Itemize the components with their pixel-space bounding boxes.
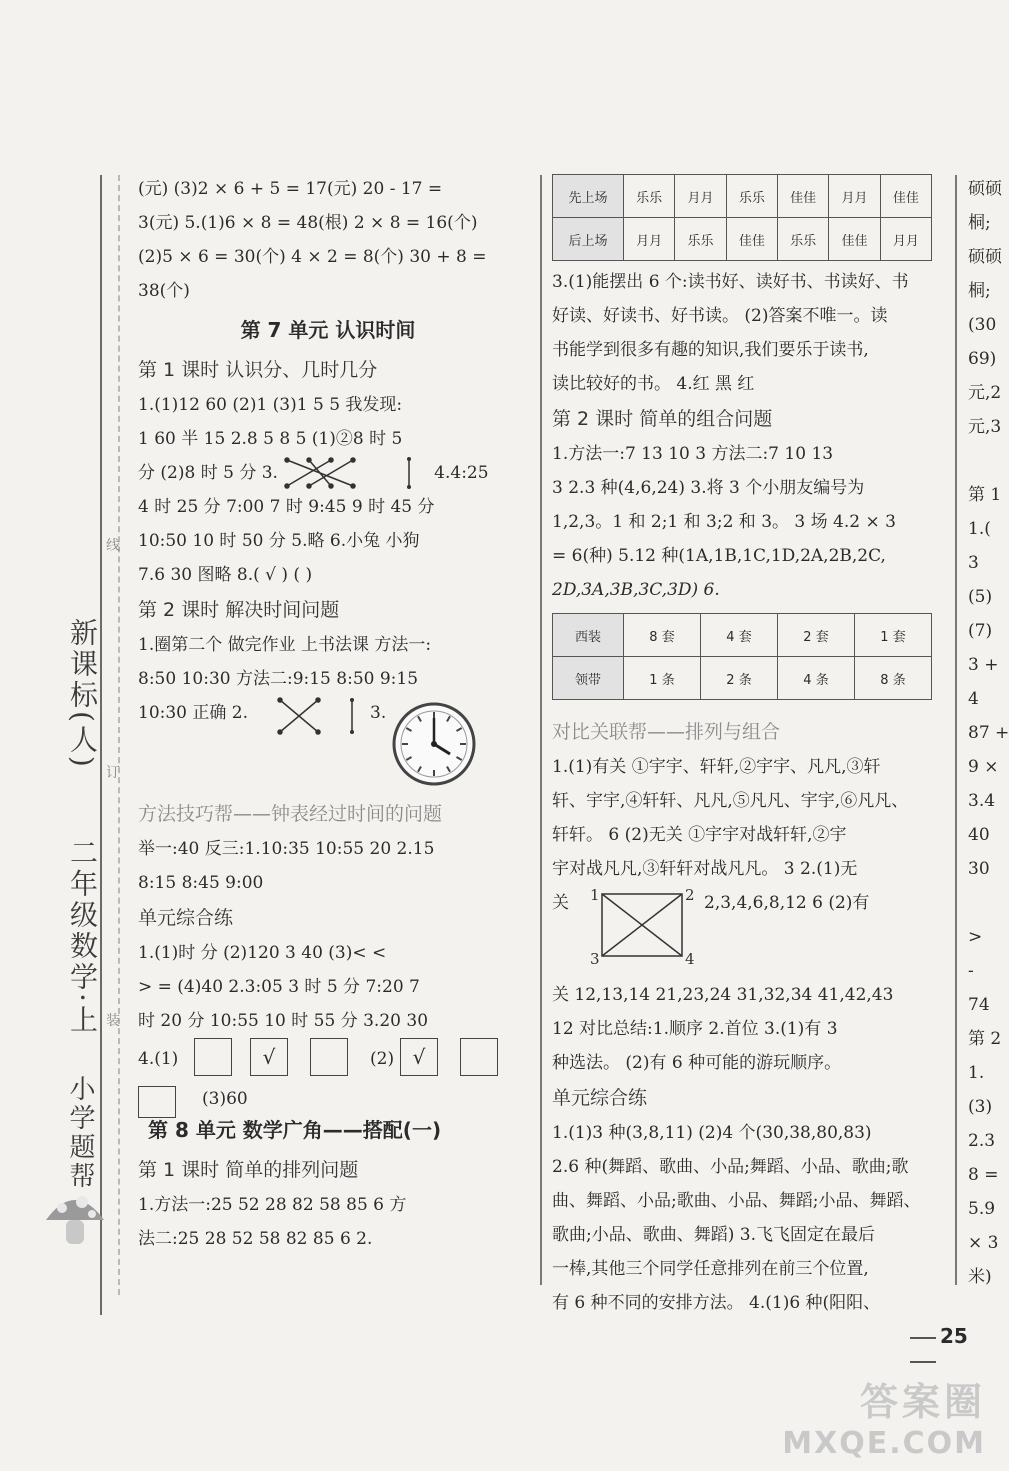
table-cell: 月月 (675, 175, 726, 218)
lesson-heading: 第 1 课时 认识分、几时几分 (138, 359, 378, 381)
cropped-answer-line: 1.( (968, 519, 991, 539)
mushroom-icon (40, 1180, 110, 1250)
table-cell: 西装 (553, 614, 624, 657)
clock-icon (390, 700, 478, 788)
cut-mark-1: 线 (106, 538, 120, 554)
cropped-answer-line: 元,3 (968, 417, 1002, 437)
unit-7-heading: 第 7 单元 认识时间 (240, 318, 416, 342)
vertex-label: 3 (590, 950, 600, 968)
checked-box: √ (400, 1038, 438, 1076)
answer-line: 书能学到很多有趣的知识,我们要乐于读书, (552, 340, 869, 360)
answer-column-3-cropped (968, 172, 1009, 1294)
answer-line: 曲、舞蹈、小品;歌曲、小品、舞蹈;小品、舞蹈、 (552, 1191, 921, 1211)
table-row (553, 218, 932, 261)
watermark-url: MXQE.COM (782, 1426, 986, 1461)
table-cell: 佳佳 (777, 175, 828, 218)
spine-book-title: 二年级数学·上 (66, 838, 99, 1036)
table-cell: 佳佳 (880, 175, 931, 218)
cropped-answer-line: 2.3 (968, 1131, 996, 1151)
table-cell: 乐乐 (624, 175, 675, 218)
column-divider-right (955, 175, 957, 1285)
answer-text: 4.(1) (138, 1049, 179, 1069)
table-cell: 乐乐 (726, 175, 777, 218)
table-cell: 先上场 (553, 175, 624, 218)
table-cell: 乐乐 (777, 218, 828, 261)
answer-line: 轩、宇宇,④轩轩、凡凡,⑤凡凡、宇宇,⑥凡凡、 (552, 791, 909, 811)
empty-box (310, 1038, 348, 1076)
answer-line: 10:50 10 时 50 分 5.略 6.小兔 小狗 (138, 531, 420, 551)
vertex-label: 2 (685, 886, 695, 904)
cut-mark-2: 订 (106, 765, 120, 781)
cropped-answer-line: (5) (968, 587, 993, 607)
answer-line: 1 60 半 15 2.8 5 8 5 (1)②8 时 5 (138, 429, 403, 449)
answer-column-1 (138, 172, 518, 1256)
table-cell: 4 条 (778, 657, 855, 700)
answer-line: 1.方法一:25 52 28 82 58 85 6 方 (138, 1195, 407, 1215)
table-row (553, 657, 932, 700)
cropped-answer-line: 69) (968, 349, 997, 369)
cropped-answer-line: (30 (968, 315, 997, 335)
answer-line: 关 12,13,14 21,23,24 31,32,34 41,42,43 (552, 985, 894, 1005)
answer-line: = 6(种) 5.12 种(1A,1B,1C,1D,2A,2B,2C, (552, 546, 886, 566)
cropped-answer-line: (7) (968, 621, 993, 641)
answer-line: 一棒,其他三个同学任意排列在前三个位置, (552, 1259, 869, 1279)
suit-tie-table (552, 613, 932, 700)
cropped-answer-line: > (968, 927, 983, 947)
checked-box: √ (250, 1038, 288, 1076)
spine-brand: 小学题帮 (65, 1075, 95, 1191)
cropped-answer-line: 1. (968, 1063, 985, 1083)
matching-lines-diagram (283, 456, 383, 490)
cropped-answer-line: 40 (968, 825, 990, 845)
lesson-heading: 第 2 课时 简单的组合问题 (552, 408, 773, 430)
table-cell: 4 套 (701, 614, 778, 657)
cropped-answer-line: (3) (968, 1097, 993, 1117)
answer-line: 1.(1)12 60 (2)1 (3)1 5 5 我发现: (138, 395, 403, 415)
table-cell: 1 条 (624, 657, 701, 700)
cropped-answer-line (968, 886, 1000, 920)
answer-line: 歌曲;小品、歌曲、舞蹈) 3.飞飞固定在最后 (552, 1225, 875, 1245)
answer-text: 10:30 正确 2. (138, 703, 249, 723)
single-line-diagram (389, 456, 429, 490)
unit-8-heading: 第 8 单元 数学广角——搭配(一) (148, 1118, 442, 1142)
cut-mark-3: 装 (106, 1013, 120, 1029)
answer-line: 1.圈第二个 做完作业 上书法课 方法一: (138, 635, 432, 655)
cropped-answer-line: 元,2 (968, 383, 1002, 403)
cut-dashed-line (118, 175, 120, 1295)
cropped-answer-line: 硕硕 (968, 179, 1002, 199)
answer-line: 8:15 8:45 9:00 (138, 873, 264, 893)
table-cell: 月月 (624, 218, 675, 261)
answer-line: 时 20 分 10:55 10 时 55 分 3.20 30 (138, 1011, 429, 1031)
cropped-answer-line: 87 + (968, 723, 1009, 743)
cropped-answer-line: 第 1 (968, 485, 1002, 505)
watermark (782, 1371, 986, 1461)
answer-line: (元) (3)2 × 6 + 5 = 17(元) 20 - 17 = (138, 179, 443, 199)
single-line-diagram (342, 696, 362, 736)
answer-text: 关 (552, 893, 569, 913)
cropped-answer-line: 3 (968, 553, 979, 573)
square-diagram (590, 886, 696, 966)
cropped-answer-line: 第 2 (968, 1029, 1002, 1049)
answer-line: 3 2.3 种(4,6,24) 3.将 3 个小朋友编号为 (552, 478, 865, 498)
answer-line: 好读、好读书、好书读。 (2)答案不唯一。读 (552, 306, 888, 326)
table-cell: 佳佳 (829, 218, 880, 261)
cross-lines-diagram (276, 696, 322, 736)
table-cell: 后上场 (553, 218, 624, 261)
lesson-heading: 第 1 课时 简单的排列问题 (138, 1159, 359, 1181)
table-cell: 8 条 (855, 657, 932, 700)
answer-boxes (138, 1038, 518, 1108)
answer-line: 3.(1)能摆出 6 个:读书好、读好书、书读好、书 (552, 272, 909, 292)
vertex-label: 1 (590, 886, 600, 904)
cropped-answer-line (968, 444, 1000, 478)
answer-line: 种选法。 (2)有 6 种可能的游玩顺序。 (552, 1053, 842, 1073)
answer-text: 3. (370, 703, 387, 723)
table-cell: 2 条 (701, 657, 778, 700)
answer-line: 3(元) 5.(1)6 × 8 = 48(根) 2 × 8 = 16(个) (138, 213, 478, 233)
answer-line: 1.(1)有关 ①宇宇、轩轩,②宇宇、凡凡,③轩 (552, 757, 881, 777)
cropped-answer-line: 3 + (968, 655, 999, 675)
table-cell: 乐乐 (675, 218, 726, 261)
empty-box (194, 1038, 232, 1076)
cropped-answer-line: 米) (968, 1267, 992, 1287)
answer-line: 法二:25 28 52 58 82 85 6 2. (138, 1229, 373, 1249)
vertex-label: 4 (685, 950, 695, 968)
cropped-answer-line: 5.9 (968, 1199, 996, 1219)
compare-heading: 对比关联帮——排列与组合 (552, 721, 781, 743)
answer-line: 8:50 10:30 方法二:9:15 8:50 9:15 (138, 669, 419, 689)
answer-line: 1.(1)3 种(3,8,11) (2)4 个(30,38,80,83) (552, 1123, 872, 1143)
answer-line: 1.(1)时 分 (2)120 3 40 (3)< < (138, 943, 387, 963)
answer-line: 有 6 种不同的安排方法。 4.(1)6 种(阳阳、 (552, 1293, 881, 1313)
answer-column-2 (552, 172, 932, 1320)
table-cell: 佳佳 (726, 218, 777, 261)
answer-line: > = (4)40 2.3:05 3 时 5 分 7:20 7 (138, 977, 420, 997)
answer-text: (2) (370, 1049, 395, 1069)
cropped-answer-line: 3.4 (968, 791, 996, 811)
cropped-answer-line: - (968, 961, 974, 981)
answer-line: 举一:40 反三:1.10:35 10:55 20 2.15 (138, 839, 435, 859)
spine-series: 新课标(人) (66, 618, 99, 770)
answer-line: 轩轩。 6 (2)无关 ①宇宇对战轩轩,②宇 (552, 825, 847, 845)
answer-line (138, 456, 518, 490)
answer-line: 2D,3A,3B,3C,3D) 6. (552, 580, 720, 600)
answer-line: (2)5 × 6 = 30(个) 4 × 2 = 8(个) 30 + 8 = (138, 247, 487, 267)
table-cell: 领带 (553, 657, 624, 700)
answer-line: 1.方法一:7 13 10 3 方法二:7 10 13 (552, 444, 834, 464)
cropped-answer-line: 8 = (968, 1165, 999, 1185)
table-cell: 8 套 (624, 614, 701, 657)
page-number: 25 (906, 1324, 1000, 1372)
review-heading: 单元综合练 (138, 907, 234, 929)
clock-row (138, 696, 518, 796)
answer-text: (3)60 (202, 1089, 248, 1109)
answer-text: 2,3,4,6,8,12 6 (2)有 (704, 893, 870, 913)
review-heading: 单元综合练 (552, 1087, 648, 1109)
table-cell: 2 套 (778, 614, 855, 657)
cropped-answer-line: × 3 (968, 1233, 999, 1253)
square-diagram-row (552, 886, 932, 978)
cropped-answer-line: 9 × (968, 757, 999, 777)
answer-line: 宇对战凡凡,③轩轩对战凡凡。 3 2.(1)无 (552, 859, 858, 879)
order-table (552, 174, 932, 261)
cropped-answer-line: 硕硕 (968, 247, 1002, 267)
cropped-answer-line: 74 (968, 995, 990, 1015)
cropped-answer-line: 30 (968, 859, 990, 879)
table-row (553, 175, 932, 218)
answer-line: 38(个) (138, 281, 190, 301)
table-cell: 月月 (880, 218, 931, 261)
empty-box (138, 1086, 176, 1118)
answer-text: 分 (2)8 时 5 分 3. (138, 463, 278, 483)
cropped-answer-line: 4 (968, 689, 979, 709)
answer-text: 4.4:25 (434, 463, 489, 483)
answer-line: 2.6 种(舞蹈、歌曲、小品;舞蹈、小品、歌曲;歌 (552, 1157, 909, 1177)
lesson-heading: 第 2 课时 解决时间问题 (138, 599, 340, 621)
empty-box (460, 1038, 498, 1076)
answer-line: 7.6 30 图略 8.( √ ) ( ) (138, 565, 313, 585)
column-divider (540, 175, 542, 1285)
watermark-logo-text: 答案圈 (859, 1380, 986, 1424)
answer-line: 12 对比总结:1.顺序 2.首位 3.(1)有 3 (552, 1019, 838, 1039)
table-cell: 月月 (829, 175, 880, 218)
table-row (553, 614, 932, 657)
tips-heading: 方法技巧帮——钟表经过时间的问题 (138, 803, 443, 825)
table-cell: 1 套 (855, 614, 932, 657)
cropped-answer-line: 桐; (968, 281, 991, 301)
answer-line: 4 时 25 分 7:00 7 时 9:45 9 时 45 分 (138, 497, 435, 517)
answer-line: 读比较好的书。 4.红 黑 红 (552, 374, 755, 394)
cropped-answer-line: 桐; (968, 213, 991, 233)
answer-line: 1,2,3。1 和 2;1 和 3;2 和 3。 3 场 4.2 × 3 (552, 512, 896, 532)
